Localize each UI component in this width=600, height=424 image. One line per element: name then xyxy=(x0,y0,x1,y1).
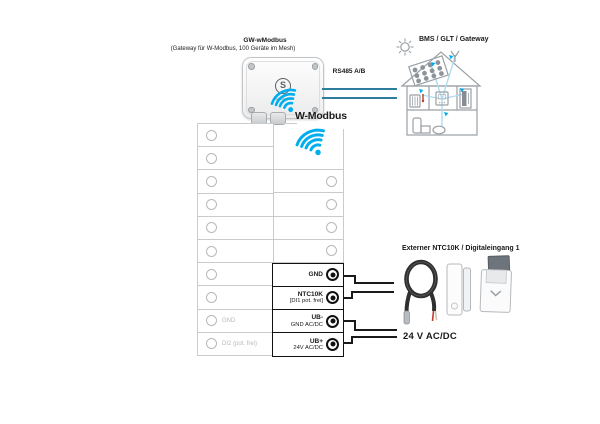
external-input-label: Externer NTC10K / Digitaleingang 1 xyxy=(402,245,520,252)
terminal-screw-icon xyxy=(326,291,339,304)
ntc-probe-image xyxy=(400,254,444,326)
bms-label: BMS / GLT / Gateway xyxy=(419,36,489,43)
radiator-icon xyxy=(410,94,424,107)
terminal-label: NTC10K [DI1 pot. frei] xyxy=(289,291,323,305)
port-circle xyxy=(326,222,337,233)
port-circle xyxy=(206,199,217,210)
table-row xyxy=(274,217,343,240)
terminal-screw-icon xyxy=(326,338,339,351)
port-circle xyxy=(206,269,217,280)
table-row-gnd xyxy=(198,310,273,333)
table-row xyxy=(198,170,273,193)
table-row xyxy=(274,170,343,193)
port-circle xyxy=(206,176,217,187)
port-circle xyxy=(206,292,217,303)
table-row xyxy=(198,240,273,263)
terminal-block xyxy=(272,263,344,357)
table-right-border-stub xyxy=(343,129,344,170)
port-circle xyxy=(206,338,217,349)
table-row xyxy=(274,193,343,216)
table-row xyxy=(198,194,273,217)
door-contact-image xyxy=(446,261,474,319)
rs485-label: RS485 A/B xyxy=(332,68,366,75)
s-logo-icon: S xyxy=(275,78,291,94)
terminal-table-left-column xyxy=(197,123,274,356)
terminal-label: GND xyxy=(308,270,323,278)
wire-gnd xyxy=(354,282,394,284)
wire-ntc xyxy=(351,291,394,293)
table-row xyxy=(198,124,273,147)
table-row xyxy=(198,286,273,309)
screw-icon xyxy=(312,63,319,70)
terminal-table-right-column xyxy=(273,169,344,263)
terminal-screw-icon xyxy=(326,315,339,328)
port-circle xyxy=(326,176,337,187)
terminal-gnd xyxy=(273,264,343,287)
port-circle xyxy=(206,153,217,164)
wmodbus-label: W-Modbus xyxy=(295,110,347,122)
port-circle xyxy=(326,199,337,210)
rs485-line-b xyxy=(322,97,397,99)
screw-icon xyxy=(248,63,255,70)
terminal-ub-minus xyxy=(273,310,343,333)
furniture-icons xyxy=(413,118,445,134)
port-circle xyxy=(206,315,217,326)
smart-building-illustration xyxy=(398,46,482,138)
gateway-subtitle: (Gateway für W-Modbus, 100 Geräte im Mesh) xyxy=(170,46,296,52)
table-row xyxy=(198,147,273,170)
power-supply-label: 24 V AC/DC xyxy=(403,331,457,342)
rs485-line-a xyxy=(322,88,397,90)
port-circle xyxy=(206,130,217,141)
port-label: DI2 (pot. frei) xyxy=(222,340,258,347)
wire-ub-plus xyxy=(351,336,397,338)
port-circle xyxy=(326,245,337,256)
table-row-di2 xyxy=(198,333,273,355)
solar-panel-icon xyxy=(409,56,448,86)
terminal-label: UB+ 24V AC/DC xyxy=(293,337,323,351)
terminal-screw-icon xyxy=(326,268,339,281)
table-row xyxy=(274,240,343,262)
table-row xyxy=(198,217,273,240)
gateway-title: GW-wModbus xyxy=(243,37,287,44)
port-circle xyxy=(206,246,217,257)
port-label: GND xyxy=(222,317,236,324)
port-circle xyxy=(206,222,217,233)
terminal-ub-plus xyxy=(273,333,343,355)
table-row xyxy=(198,263,273,286)
wire-ub-minus xyxy=(354,329,397,331)
terminal-label: UB- GND AC/DC xyxy=(290,314,323,328)
terminal-ntc10k xyxy=(273,287,343,310)
keycard-switch-image xyxy=(477,255,515,317)
table-wifi-icon xyxy=(291,122,335,164)
table-top-border-stub xyxy=(273,123,297,124)
